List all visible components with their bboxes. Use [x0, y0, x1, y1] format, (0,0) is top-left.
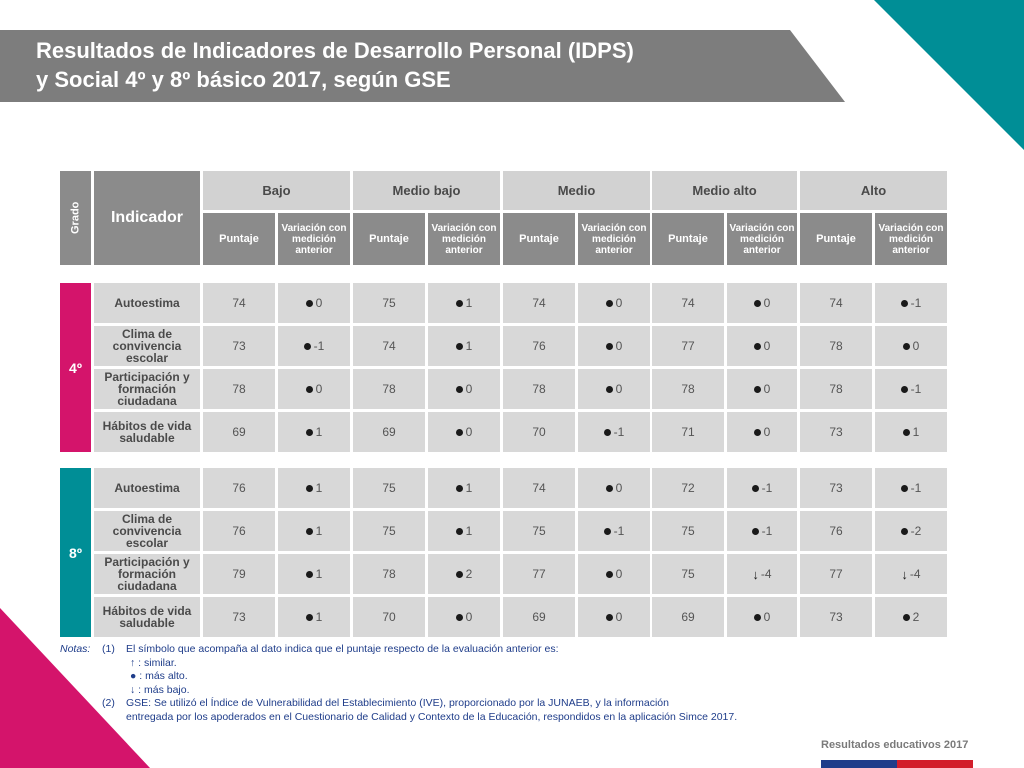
puntaje-cell: 76: [203, 511, 275, 551]
indicator-label: Clima de convivencia escolar: [94, 511, 200, 551]
dot-icon: [456, 386, 463, 393]
variacion-value: 1: [465, 339, 473, 353]
variacion-cell: [875, 326, 947, 366]
puntaje-cell: 75: [353, 468, 425, 508]
dot-icon: [604, 429, 611, 436]
puntaje-cell: 75: [652, 511, 724, 551]
variacion-value: 1: [315, 567, 323, 581]
variacion-value: 0: [615, 339, 623, 353]
puntaje-cell: 78: [503, 369, 575, 409]
puntaje-header: Puntaje: [203, 213, 275, 265]
variacion-cell: [578, 554, 650, 594]
group-header: Bajo: [203, 171, 350, 210]
puntaje-cell: 71: [652, 412, 724, 452]
variacion-header: Variación con medición anterior: [578, 213, 650, 265]
puntaje-cell: 73: [800, 597, 872, 637]
note2-text-a: GSE: Se utilizó el Índice de Vulnerabilidad del Establecimiento (IVE), proporcionado por la JUNAEB, y la información: [126, 697, 669, 709]
puntaje-cell: 77: [652, 326, 724, 366]
variacion-cell: [428, 369, 500, 409]
puntaje-cell: 75: [353, 283, 425, 323]
variacion-value: -1: [613, 425, 625, 439]
dot-icon: [456, 528, 463, 535]
dot-icon: [306, 300, 313, 307]
puntaje-cell: 70: [503, 412, 575, 452]
variacion-cell: [727, 468, 797, 508]
variacion-cell: [875, 369, 947, 409]
note-bajo: ↓ : más bajo.: [130, 683, 190, 696]
variacion-value: -4: [909, 567, 921, 581]
variacion-cell: [875, 597, 947, 637]
puntaje-cell: 76: [503, 326, 575, 366]
variacion-cell: [875, 283, 947, 323]
variacion-cell: [727, 412, 797, 452]
dot-icon: [606, 571, 613, 578]
dot-icon: [903, 614, 910, 621]
dot-icon: [754, 300, 761, 307]
variacion-value: 0: [763, 339, 771, 353]
variacion-cell: [278, 468, 350, 508]
dot-icon: [306, 485, 313, 492]
puntaje-cell: 70: [353, 597, 425, 637]
indicator-label: Participación y formación ciudadana: [94, 554, 200, 594]
variacion-value: 0: [315, 382, 323, 396]
variacion-cell: [278, 597, 350, 637]
variacion-value: -1: [761, 524, 773, 538]
note2-number: (2): [102, 697, 115, 709]
puntaje-cell: 75: [353, 511, 425, 551]
puntaje-cell: 73: [800, 412, 872, 452]
note2-text-b: entregada por los apoderados en el Cuestionario de Calidad y Contexto de la Educación, respondidos en la aplicación Simce 2017.: [126, 710, 738, 723]
variacion-header: Variación con medición anterior: [727, 213, 797, 265]
note1-number: (1): [102, 643, 115, 655]
grade-label: 4º: [60, 283, 91, 452]
notes: [60, 643, 960, 724]
puntaje-cell: 69: [353, 412, 425, 452]
variacion-cell: [875, 468, 947, 508]
variacion-value: -1: [910, 481, 922, 495]
variacion-value: 1: [315, 610, 323, 624]
dot-icon: [604, 528, 611, 535]
variacion-cell: [578, 326, 650, 366]
variacion-value: 1: [465, 296, 473, 310]
variacion-value: 0: [763, 610, 771, 624]
dot-icon: [606, 614, 613, 621]
puntaje-header: Puntaje: [652, 213, 724, 265]
puntaje-cell: 78: [800, 326, 872, 366]
group-header: Alto: [800, 171, 947, 210]
dot-icon: [606, 485, 613, 492]
variacion-cell: [278, 369, 350, 409]
variacion-cell: [278, 283, 350, 323]
puntaje-cell: 76: [203, 468, 275, 508]
group-header: Medio: [503, 171, 650, 210]
puntaje-cell: 73: [203, 597, 275, 637]
puntaje-cell: 73: [800, 468, 872, 508]
dot-icon: [606, 343, 613, 350]
dot-icon: [304, 343, 311, 350]
variacion-value: -1: [613, 524, 625, 538]
variacion-cell: [278, 326, 350, 366]
puntaje-cell: 76: [800, 511, 872, 551]
puntaje-cell: 78: [652, 369, 724, 409]
note1-text: El símbolo que acompaña al dato indica que el puntaje respecto de la evaluación anterior es:: [126, 643, 559, 655]
dot-icon: [456, 429, 463, 436]
dot-icon: [456, 614, 463, 621]
variacion-value: -1: [761, 481, 773, 495]
variacion-value: 0: [763, 296, 771, 310]
variacion-value: -2: [910, 524, 922, 538]
variacion-value: 0: [465, 382, 473, 396]
variacion-cell: [278, 511, 350, 551]
indicator-label: Hábitos de vida saludable: [94, 412, 200, 452]
variacion-value: 0: [615, 382, 623, 396]
variacion-cell: [875, 412, 947, 452]
variacion-value: -1: [910, 296, 922, 310]
puntaje-cell: 74: [652, 283, 724, 323]
variacion-cell: [875, 511, 947, 551]
dot-icon: [306, 429, 313, 436]
note-alto: ● : más alto.: [130, 670, 188, 682]
variacion-value: 0: [615, 296, 623, 310]
dot-icon: [752, 485, 759, 492]
puntaje-cell: 75: [503, 511, 575, 551]
variacion-value: 1: [912, 425, 920, 439]
variacion-value: 0: [615, 481, 623, 495]
dot-icon: [903, 343, 910, 350]
variacion-cell: [428, 597, 500, 637]
variacion-value: 0: [615, 610, 623, 624]
variacion-cell: [727, 597, 797, 637]
variacion-cell: [278, 554, 350, 594]
variacion-cell: [428, 511, 500, 551]
page-title: Resultados de Indicadores de Desarrollo Personal (IDPS) y Social 4º y 8º básico 2017, según GSE: [36, 38, 634, 92]
puntaje-cell: 79: [203, 554, 275, 594]
variacion-cell: [428, 554, 500, 594]
puntaje-cell: 74: [800, 283, 872, 323]
dot-icon: [456, 485, 463, 492]
variacion-value: -1: [910, 382, 922, 396]
puntaje-cell: 78: [800, 369, 872, 409]
puntaje-cell: 73: [203, 326, 275, 366]
dot-icon: [606, 386, 613, 393]
variacion-value: 1: [465, 524, 473, 538]
note-similar: ↑ : similar.: [130, 656, 177, 669]
indicator-label: Clima de convivencia escolar: [94, 326, 200, 366]
dot-icon: [901, 386, 908, 393]
footer-label: Resultados educativos 2017: [821, 739, 969, 751]
dot-icon: [754, 429, 761, 436]
dot-icon: [754, 386, 761, 393]
variacion-header: Variación con medición anterior: [875, 213, 947, 265]
dot-icon: [456, 343, 463, 350]
dot-icon: [901, 528, 908, 535]
variacion-value: 1: [315, 425, 323, 439]
puntaje-cell: 74: [353, 326, 425, 366]
variacion-value: 0: [763, 425, 771, 439]
puntaje-header: Puntaje: [503, 213, 575, 265]
dot-icon: [752, 528, 759, 535]
indicator-label: Hábitos de vida saludable: [94, 597, 200, 637]
variacion-cell: [875, 554, 947, 594]
variacion-cell: [727, 511, 797, 551]
variacion-cell: [578, 369, 650, 409]
dot-icon: [456, 571, 463, 578]
variacion-cell: [727, 369, 797, 409]
variacion-value: 0: [465, 425, 473, 439]
variacion-cell: [278, 412, 350, 452]
variacion-cell: [428, 468, 500, 508]
puntaje-cell: 74: [503, 283, 575, 323]
puntaje-cell: 78: [353, 369, 425, 409]
indicator-label: Autoestima: [94, 468, 200, 508]
puntaje-header: Puntaje: [353, 213, 425, 265]
variacion-cell: [727, 554, 797, 594]
dot-icon: [306, 614, 313, 621]
puntaje-cell: 69: [203, 412, 275, 452]
dot-icon: [306, 386, 313, 393]
dot-icon: [606, 300, 613, 307]
variacion-value: 0: [763, 382, 771, 396]
group-header: Medio bajo: [353, 171, 500, 210]
group-header: Medio alto: [652, 171, 797, 210]
grado-header: Grado: [60, 171, 91, 265]
puntaje-cell: 74: [503, 468, 575, 508]
variacion-cell: [578, 511, 650, 551]
variacion-value: 2: [912, 610, 920, 624]
variacion-header: Variación con medición anterior: [278, 213, 350, 265]
indicador-header: Indicador: [94, 171, 200, 265]
variacion-cell: [727, 283, 797, 323]
variacion-value: 1: [315, 481, 323, 495]
variacion-value: 0: [465, 610, 473, 624]
dot-icon: [901, 300, 908, 307]
puntaje-cell: 74: [203, 283, 275, 323]
variacion-cell: [578, 597, 650, 637]
variacion-value: 0: [315, 296, 323, 310]
variacion-cell: [578, 468, 650, 508]
variacion-cell: [578, 283, 650, 323]
arrow-down-icon: ↓: [901, 566, 908, 582]
puntaje-cell: 78: [353, 554, 425, 594]
puntaje-cell: 69: [503, 597, 575, 637]
puntaje-cell: 77: [503, 554, 575, 594]
variacion-value: 0: [615, 567, 623, 581]
variacion-cell: [727, 326, 797, 366]
grade-label: 8º: [60, 468, 91, 637]
dot-icon: [754, 614, 761, 621]
dot-icon: [306, 571, 313, 578]
variacion-header: Variación con medición anterior: [428, 213, 500, 265]
variacion-value: -4: [760, 567, 772, 581]
indicator-label: Autoestima: [94, 283, 200, 323]
variacion-value: 1: [465, 481, 473, 495]
variacion-cell: [428, 412, 500, 452]
footer-flag-bar: [821, 760, 973, 768]
variacion-cell: [428, 283, 500, 323]
dot-icon: [306, 528, 313, 535]
puntaje-cell: 77: [800, 554, 872, 594]
variacion-value: 2: [465, 567, 473, 581]
variacion-value: -1: [313, 339, 325, 353]
dot-icon: [901, 485, 908, 492]
puntaje-cell: 75: [652, 554, 724, 594]
variacion-value: 0: [912, 339, 920, 353]
variacion-cell: [578, 412, 650, 452]
puntaje-header: Puntaje: [800, 213, 872, 265]
indicator-label: Participación y formación ciudadana: [94, 369, 200, 409]
puntaje-cell: 78: [203, 369, 275, 409]
corner-teal-decoration: [874, 0, 1024, 150]
puntaje-cell: 69: [652, 597, 724, 637]
dot-icon: [903, 429, 910, 436]
dot-icon: [456, 300, 463, 307]
dot-icon: [754, 343, 761, 350]
notes-label: Notas:: [60, 643, 91, 655]
variacion-cell: [428, 326, 500, 366]
variacion-value: 1: [315, 524, 323, 538]
arrow-down-icon: ↓: [752, 566, 759, 582]
puntaje-cell: 72: [652, 468, 724, 508]
